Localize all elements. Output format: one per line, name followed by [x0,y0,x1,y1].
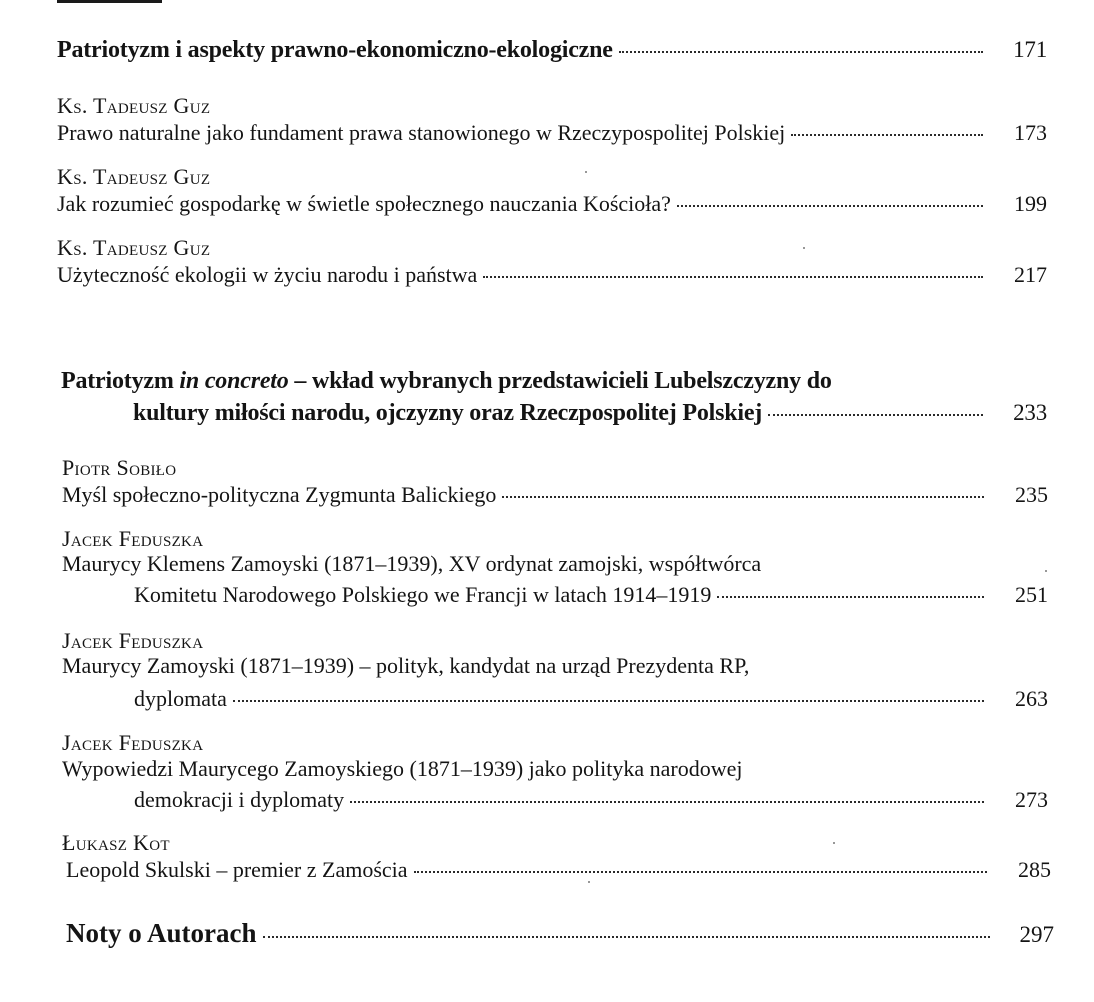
page-number: 273 [1015,787,1048,812]
dot-leader [350,801,984,803]
dot-leader [263,936,991,938]
dot-leader [677,205,983,207]
entry-title: Jak rozumieć gospodarkę w świetle społecznego nauczania Kościoła? [57,191,671,216]
dot-leader [768,414,983,416]
entry-title: Leopold Skulski – premier z Zamościa [66,857,408,882]
entry-title: Maurycy Klemens Zamoyski (1871–1939), XV ordynat zamojski, współtwórca [62,551,762,576]
page-number: 217 [1014,262,1047,287]
entry-title: Myśl społeczno-polityczna Zygmunta Balickiego [62,482,497,507]
dot-leader [483,276,983,278]
entry-author: Łukasz Kot [62,830,170,855]
entry-title: Komitetu Narodowego Polskiego we Francji w latach 1914–1919 [134,582,712,607]
toc-entry[interactable] [57,120,1047,146]
toc-entry[interactable] [66,857,1051,883]
page-number: 233 [1013,400,1047,425]
entry-author: Ks. Tadeusz Guz [57,235,211,260]
entry-author: Jacek Feduszka [62,628,204,653]
scan-speck [803,247,805,249]
section-heading[interactable] [57,37,1047,64]
scan-speck [588,881,590,883]
page-number: 171 [1013,37,1047,62]
toc-entry[interactable] [57,191,1047,217]
toc-entry[interactable] [57,262,1047,288]
section-heading-line1 [61,368,832,395]
toc-entry[interactable] [134,582,1048,608]
top-rule [57,0,162,3]
toc-entry[interactable] [62,482,1048,508]
section-title-part: Patriotyzm [61,368,180,394]
scan-speck [585,171,587,173]
dot-leader [502,496,984,498]
dot-leader [414,871,987,873]
entry-title: dyplomata [134,686,227,711]
entry-title: Prawo naturalne jako fundament prawa stanowionego w Rzeczypospolitej Polskiej [57,120,786,145]
page-number: 173 [1014,120,1047,145]
section-title: kultury miłości narodu, ojczyzny oraz Rzeczpospolitej Polskiej [133,400,763,426]
entry-author: Ks. Tadeusz Guz [57,164,211,189]
page-number: 263 [1015,686,1048,711]
dot-leader [619,51,983,53]
page-number: 235 [1015,482,1048,507]
page-number: 251 [1015,582,1048,607]
entry-author: Jacek Feduszka [62,526,204,551]
scan-speck [833,842,835,844]
entry-title: Wypowiedzi Maurycego Zamoyskiego (1871–1939) jako polityka narodowej [62,756,743,781]
scan-speck [1045,570,1047,572]
section-title-italic: in concreto [179,368,289,394]
entry-title: Użyteczność ekologii w życiu narodu i państwa [57,262,478,287]
toc-entry-notes[interactable] [66,918,1054,949]
entry-author: Piotr Sobiło [62,455,177,480]
dot-leader [233,700,984,702]
page-number: 199 [1014,191,1047,216]
section-title-part: – wkład wybranych przedstawicieli Lubelszczyzny do [288,368,832,394]
dot-leader [717,596,984,598]
section-title: Patriotyzm i aspekty prawno-ekonomiczno-ekologiczne [57,37,613,63]
page-number: 285 [1018,857,1051,882]
entry-author: Jacek Feduszka [62,730,204,755]
dot-leader [791,134,983,136]
notes-title: Noty o Autorach [66,918,257,948]
entry-author: Ks. Tadeusz Guz [57,93,211,118]
entry-title: demokracji i dyplomaty [134,787,345,812]
section-heading[interactable] [133,400,1047,427]
toc-entry[interactable] [134,787,1048,813]
entry-title: Maurycy Zamoyski (1871–1939) – polityk, kandydat na urząd Prezydenta RP, [62,653,750,678]
page-number: 297 [1019,922,1054,947]
toc-entry[interactable] [134,686,1048,712]
